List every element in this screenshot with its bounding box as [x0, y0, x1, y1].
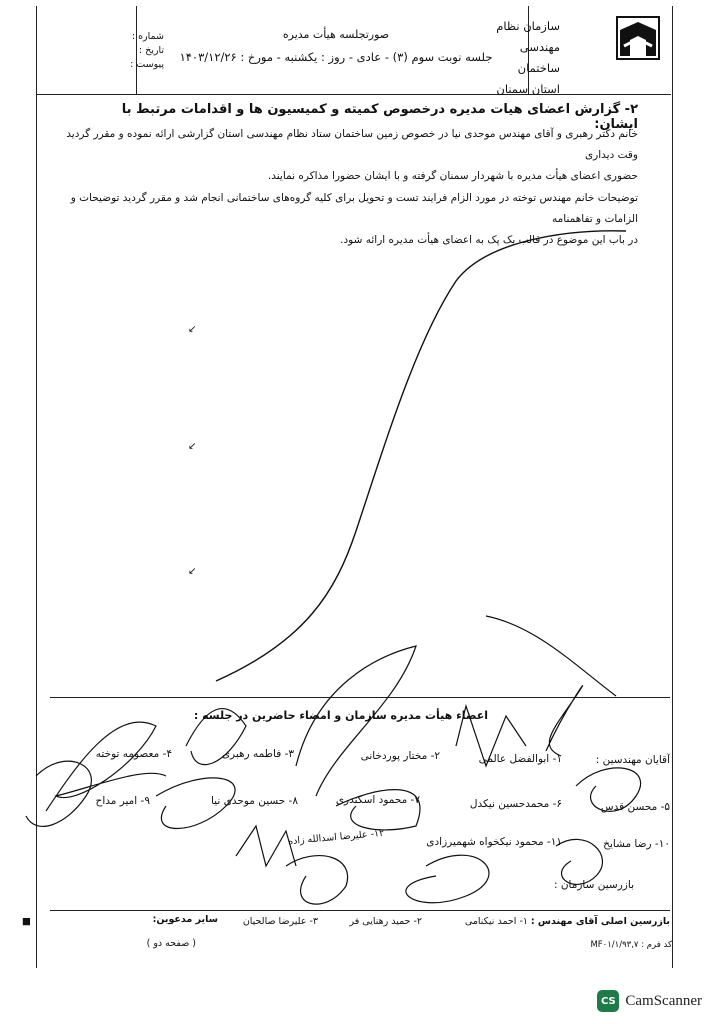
signature-stroke [46, 722, 166, 811]
paragraph-line: توضیحات خانم مهندس توخته در مورد الزام فرایند تست و تحویل برای کلیه گروه‌های ساختمانی انجام شد و مقرر گردید توضیحات و الزامات و تفاهمنامه [70, 192, 638, 225]
inspector-name: ۲- حمید رهنایی فر [349, 916, 422, 927]
signature-stroke [486, 616, 616, 696]
member-name: ۱۲- علیرضا اسدالله زاده [287, 827, 385, 848]
org-line: مهندسی [519, 40, 560, 54]
meta-date: تاریخ : [138, 45, 164, 56]
footer-divider [50, 910, 670, 911]
invitees-label: سایر مدعوین: [152, 914, 218, 925]
member-name: ۶- محمدحسین نیکدل [469, 798, 562, 810]
camscanner-brand: CamScanner [625, 992, 702, 1009]
margin-mark: ↙ [188, 441, 197, 452]
camscanner-watermark [597, 990, 702, 1012]
inspector-name: ۳- علیرضا صالحیان [242, 916, 318, 927]
signature-stroke [556, 839, 602, 884]
org-line: سازمان نظام [496, 19, 560, 33]
member-name: ۴- معصومه توخته [95, 748, 172, 760]
member-name: ۱۱- محمود نیکخواه شهمیرزادی [426, 836, 562, 848]
signature-stroke [406, 855, 489, 903]
page-number: ( صفحه دو ) [146, 938, 196, 949]
margin-mark: ↙ [188, 324, 197, 335]
member-name: ۹- امیر مداح [95, 795, 150, 807]
signature-stroke [546, 686, 583, 756]
member-name: ۲- مختار پوردخانی [360, 750, 440, 762]
signature-stroke [236, 826, 296, 866]
meta-number: شماره : [131, 31, 164, 42]
checkbox-icon: ■ [22, 916, 31, 927]
signature-stroke [296, 646, 416, 796]
meta-attachment: پیوست : [130, 59, 164, 70]
member-name: ۱- ابوالفضل عالمی [478, 753, 562, 765]
engineers-label: آقایان مهندسین : [595, 754, 670, 766]
member-name: ۷- محمود اسکندری [335, 794, 420, 806]
primary-inspectors-label: بازرسین اصلی آقای مهندس : [530, 916, 670, 927]
member-name: ۵- محسن قدس [600, 801, 670, 813]
signature-stroke [336, 790, 420, 830]
signature-stroke [186, 709, 246, 765]
document-title: صورتجلسه هیأت مدیره [282, 28, 390, 41]
inspector-name: ۱- احمد نیکنامی [464, 916, 528, 927]
member-name: ۸- حسین موحدی نیا [210, 795, 298, 807]
paragraph-line: حضوری اعضای هیأت مدیره با شهردار سمنان گرفته و با ایشان حضورا مذاکره نمایند. [267, 170, 638, 182]
signature-stroke [156, 778, 235, 829]
org-line: استان سمنان [496, 82, 560, 96]
org-line: ساختمان [517, 61, 560, 75]
signature-stroke [456, 706, 526, 766]
inspectors-label: بازرسین سازمان : [553, 879, 634, 891]
margin-mark: ↙ [188, 566, 197, 577]
document-page [16, 6, 688, 968]
paragraph-line: خانم دکتر رهبری و آقای مهندس موحدی نیا در خصوص زمین ساختمان ستاد نظام مهندسی استان گزارشی ارائه نموده و مقرر گردید وقت دیداری [66, 128, 638, 161]
member-name: ۳- فاطمه رهبری [221, 748, 294, 760]
form-code: کد فرم : MF۰۱/۱/۹۳,۷ [590, 940, 672, 950]
camscanner-icon: CS [597, 990, 619, 1012]
paragraph-line: در باب این موضوع در قالب یک پک به اعضای هیأت مدیره ارائه شود. [340, 234, 638, 246]
member-name: ۱۰- رضا مشایخ [603, 838, 670, 850]
section-title: ۲- گزارش اعضای هیات مدیره درخصوص کمیته و کمیسیون ها و اقدامات مرتبط با ایشان: [121, 102, 638, 132]
signature-stroke [576, 768, 641, 811]
signatures [16, 6, 688, 968]
attendance-heading: اعضاء هیأت مدیره سازمان و امضاء حاضرین در جلسه : [193, 709, 488, 722]
session-info: جلسه نوبت سوم (۳) - عادی - روز : یکشنبه - مورخ : ۱۴۰۳/۱۲/۲۶ [179, 50, 493, 64]
